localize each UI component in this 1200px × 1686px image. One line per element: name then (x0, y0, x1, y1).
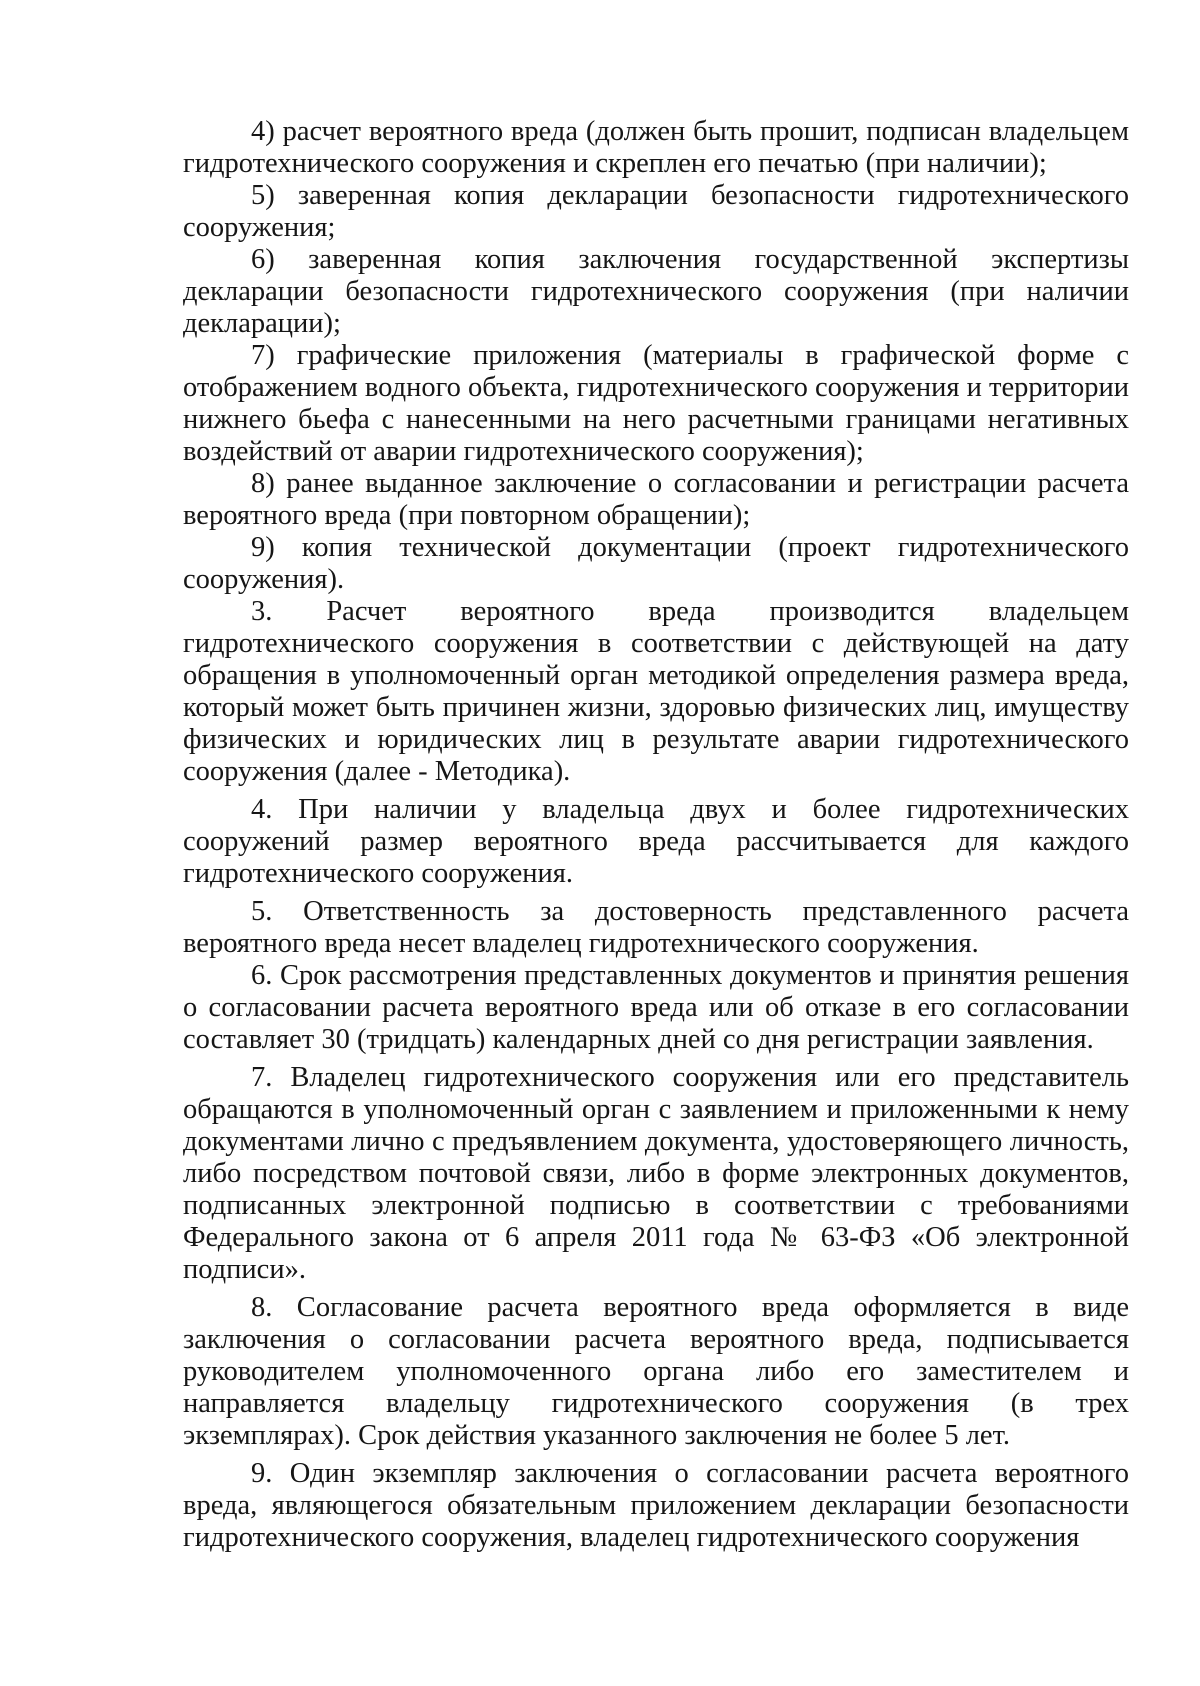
paragraph-clause-4: 4. При наличии у владельца двух и более гидротехнических сооружений размер вероятного вреда рассчитывается для каждого гидротехнического сооружения. (183, 794, 1129, 889)
paragraph-item-9: 9) копия технической документации (проект гидротехнического сооружения). (183, 532, 1129, 595)
paragraph-clause-5: 5. Ответственность за достоверность представленного расчета вероятного вреда несет владелец гидротехнического сооружения. (183, 896, 1129, 959)
paragraph-item-6: 6) заверенная копия заключения государственной экспертизы декларации безопасности гидротехнического сооружения (при наличии декларации); (183, 244, 1129, 339)
paragraph-item-8: 8) ранее выданное заключение о согласовании и регистрации расчета вероятного вреда (при повторном обращении); (183, 468, 1129, 531)
paragraph-item-7: 7) графические приложения (материалы в графической форме с отображением водного объекта, гидротехнического сооружения и территории нижнего бьефа с нанесенными на него расчетными границами негативных воздействий от аварии гидротехнического сооружения); (183, 340, 1129, 467)
paragraph-clause-3: 3. Расчет вероятного вреда производится владельцем гидротехнического сооружения в соответствии с действующей на дату обращения в уполномоченный орган методикой определения размера вреда, который может быть причинен жизни, здоровью физических лиц, имуществу физических и юридических лиц в результате аварии гидротехнического сооружения (далее - Методика). (183, 596, 1129, 787)
paragraph-clause-7: 7. Владелец гидротехнического сооружения или его представитель обращаются в уполномоченный орган с заявлением и приложенными к нему документами лично с предъявлением документа, удостоверяющего личность, либо посредством почтовой связи, либо в форме электронных документов, подписанных электронной подписью в соответствии с требованиями Федерального закона от 6 апреля 2011 года № 63-ФЗ «Об электронной подписи». (183, 1062, 1129, 1285)
paragraph-clause-9: 9. Один экземпляр заключения о согласовании расчета вероятного вреда, являющегося обязательным приложением декларации безопасности гидротехнического сооружения, владелец гидротехнического сооружения (183, 1458, 1129, 1553)
paragraph-item-5: 5) заверенная копия декларации безопасности гидротехнического сооружения; (183, 180, 1129, 243)
document-body (183, 116, 1129, 1554)
paragraph-clause-8: 8. Согласование расчета вероятного вреда оформляется в виде заключения о согласовании расчета вероятного вреда, подписывается руководителем уполномоченного органа либо его заместителем и направляется владельцу гидротехнического сооружения (в трех экземплярах). Срок действия указанного заключения не более 5 лет. (183, 1292, 1129, 1451)
paragraph-item-4: 4) расчет вероятного вреда (должен быть прошит, подписан владельцем гидротехнического сооружения и скреплен его печатью (при наличии); (183, 116, 1129, 179)
paragraph-clause-6: 6. Срок рассмотрения представленных документов и принятия решения о согласовании расчета вероятного вреда или об отказе в его согласовании составляет 30 (тридцать) календарных дней со дня регистрации заявления. (183, 960, 1129, 1055)
